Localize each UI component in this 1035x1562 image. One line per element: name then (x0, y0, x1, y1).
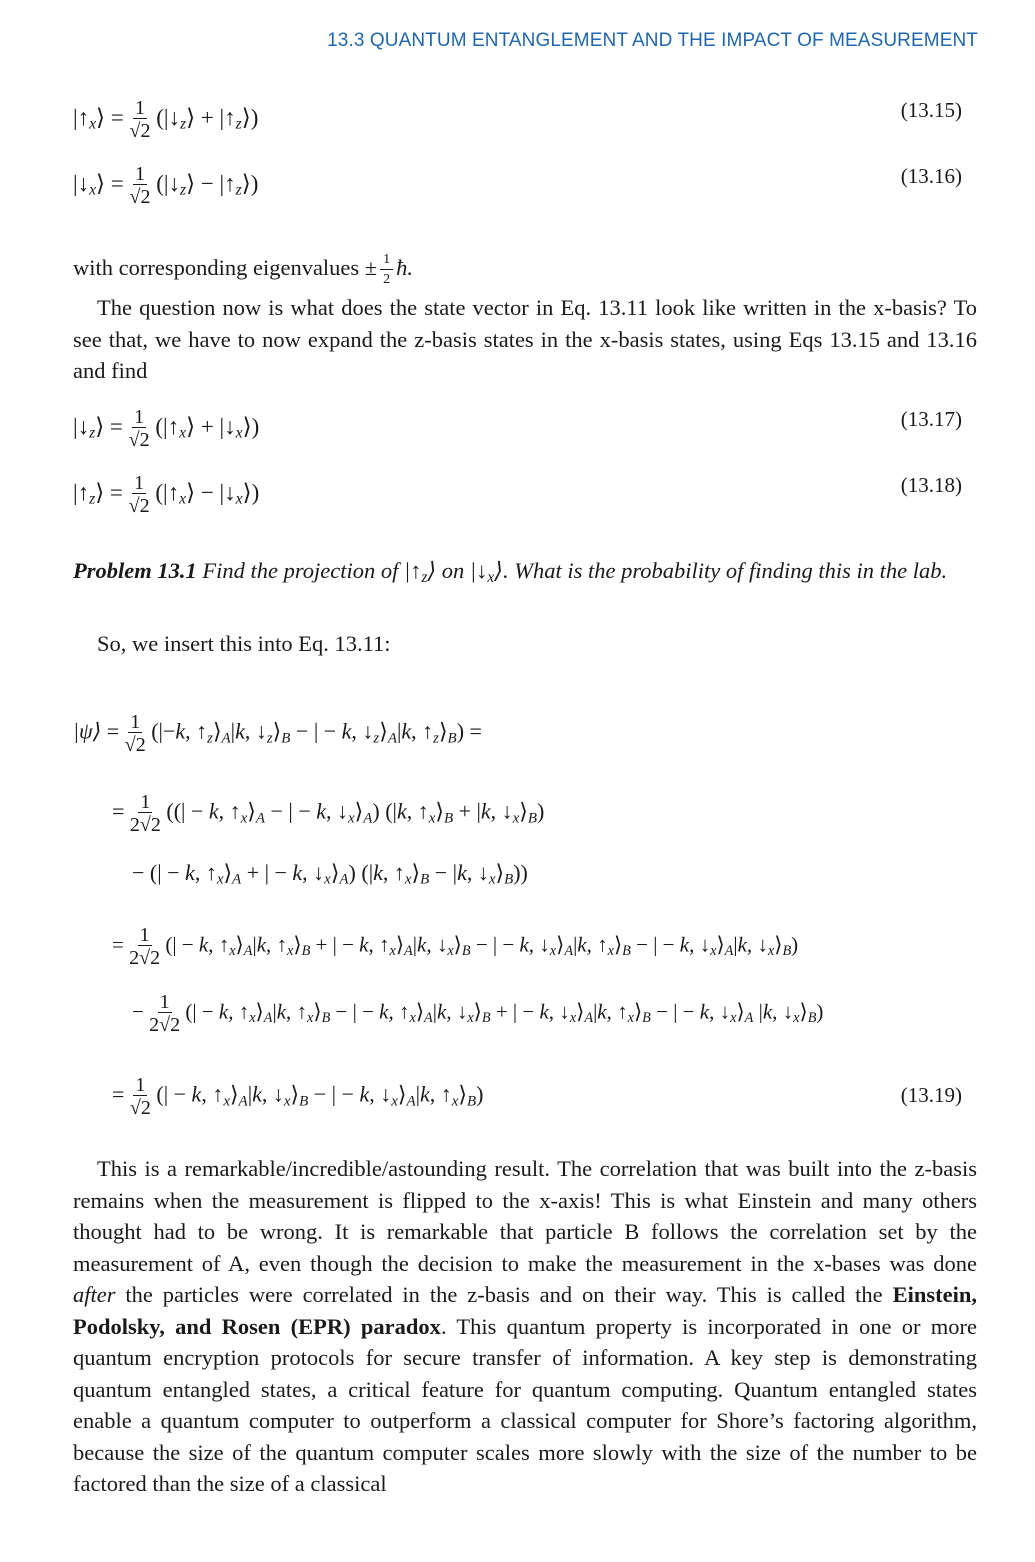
paragraph-epr: This is a remarkable/incredible/astounding result. The correlation that was built into the z-basis remains when the measurement is flipped to the x-axis! This is what Einstein and many others thought had to be wrong. It is remarkable that particle B follows the correlation set by the measurement of A, even though the decision to make the measurement in the x-bases was done after the particles were correlated in the z-basis and on their way. This is called the Einstein, Podolsky, and Rosen (EPR) paradox. This quantum property is incorporated in one or more quantum encryption protocols for secure transfer of information. A key step is demonstrating quantum entangled states, a critical feature for quantum computing. Quantum entangled states enable a quantum computer to outperform a classical computer for Shore’s factoring algorithm, because the size of the quantum computer scales more slowly with the size of the number to be factored than the size of a classical (73, 1156, 977, 1496)
psi-line-4: = $\frac{1}{2√2}$ (| − k, $↑_x⟩_A|k$, $↑_x⟩_B$ + | − k, $↑_x⟩_A|k$, $↓_x⟩_B$ − | − k, $↓_x⟩_A|k$, $↑_x⟩_B$ − | − k, $↓_x⟩_A|k$, $↓_x⟩_B$) (112, 924, 799, 969)
equation-number: (13.19) (900, 1083, 962, 1107)
psi-line-5: − $\frac{1}{2√2}$ (| − k, $↑_x⟩_A|k$, $↑_x⟩_B$ − | − k, $↑_x⟩_A|k$, $↓_x⟩_B$ + | − k, $↓_x⟩_A|k$, $↑_x⟩_B$ − | − k, $↓_x⟩_A$ |k, $↓_x⟩_B$) (132, 991, 824, 1036)
psi-line-6: = $\frac{1}{√2}$ (| − k, $↑_x⟩_A|k$, $↓_x⟩_B$ − | − k, $↓_x⟩_A|k$, $↑_x⟩_B$) (112, 1074, 484, 1119)
paragraph-x-basis: The question now is what does the state vector in Eq. 13.11 look like written in the x-basis? To see that, we have to now expand the z-basis states in the x-basis states, using Eqs 13.15 and 13.16 and find (73, 295, 977, 383)
psi-line-1: |ψ⟩ = $\frac{1}{√2}$ (|−k, $↑_z⟩_A|k$, $↓_z⟩_B$ − | − k, $↓_z⟩_A|k$, $↑_z⟩_B$) = (73, 711, 482, 756)
equation-number: (13.16) (900, 164, 962, 188)
eigenvalue-line: with corresponding eigenvalues ± $\frac{1}{2}$ ħ. (73, 251, 414, 287)
problem-13-1: Problem 13.1 Find the projection of $|↑_z⟩$ on $|↓_x⟩$. What is the probability of finding this in the lab. (73, 558, 948, 586)
insert-line: So, we insert this into Eq. 13.11: (97, 631, 391, 656)
equation-number: (13.17) (900, 407, 962, 431)
psi-line-3: − (| − k, $↑_x⟩_A$ + | − k, $↓_x⟩_A$) (|k, $↑_x⟩_B - |k$, $↓_x⟩_B$)) (132, 860, 528, 888)
psi-line-2: = $\frac{1}{2√2}$ ((| − k, $↑_x⟩_A$ − | − k, $↓_x⟩_A$) (|k, $↑_x⟩_B + |k$, $↓_x⟩_B$) (112, 791, 545, 836)
equation-number: (13.18) (900, 473, 962, 497)
equation-number: (13.15) (900, 98, 962, 122)
running-header: 13.3 QUANTUM ENTANGLEMENT AND THE IMPACT OF MEASUREMENT (327, 30, 978, 51)
